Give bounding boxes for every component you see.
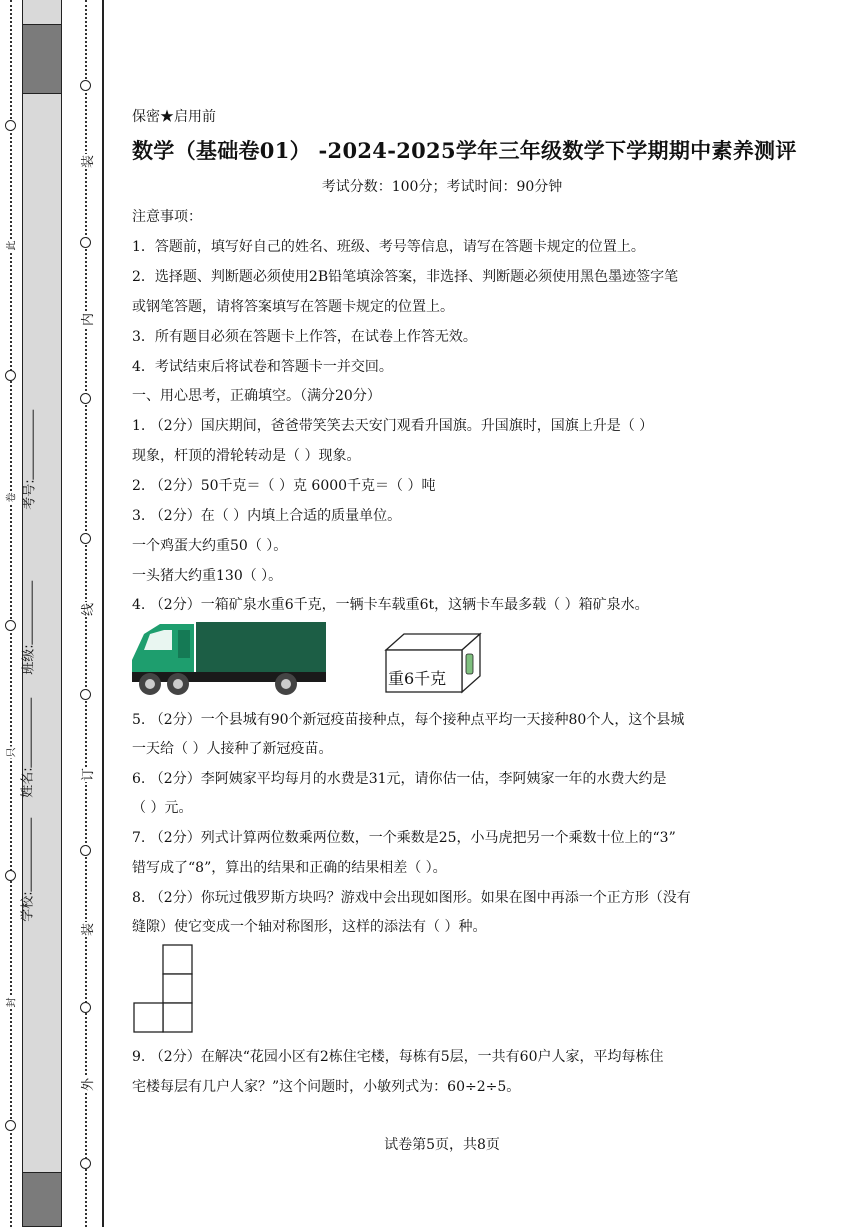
binding-label: 内 (77, 312, 96, 327)
question-line: 缝隙）使它变成一个轴对称图形，这样的添法有（ ）种。 (132, 919, 487, 935)
notice-item: 或钢笔答题，请将答案填写在答题卡规定的位置上。 (132, 299, 454, 315)
exam-number-field[interactable]: 考号: (19, 409, 38, 509)
binding-label: 装 (77, 922, 96, 937)
tetris-shape (132, 944, 194, 1034)
question-line: 错写成了“8”，算出的结果和正确的结果相差（ ）。 (132, 860, 447, 876)
circle-icon (80, 393, 91, 404)
name-field[interactable]: 姓名: (17, 697, 36, 797)
question-line: 现象，杆顶的滑轮转动是（ ）现象。 (132, 448, 361, 464)
notice-item: 2．选择题、判断题必须使用2B铅笔填涂答案，非选择、判断题必须使用黑色墨迹签字笔 (132, 269, 679, 285)
circle-icon (80, 1158, 91, 1169)
question-line: （ ）元。 (132, 800, 193, 816)
outer-label: 封 (3, 997, 18, 1009)
circle-icon (80, 845, 91, 856)
circle-icon (80, 1002, 91, 1013)
question-line: 3. （2分）在（ ）内填上合适的质量单位。 (132, 508, 402, 524)
dark-block-top (22, 24, 62, 94)
question-line: 6. （2分）李阿姨家平均每月的水费是31元，请你估一估，李阿姨家一年的水费大约是 (132, 771, 667, 787)
outer-label: 此 (3, 240, 18, 252)
circle-icon (80, 689, 91, 700)
question-line: 宅楼每层有几户人家？”这个问题时，小敏列式为：60÷2÷5。 (132, 1079, 521, 1095)
question-line: 7. （2分）列式计算两位数乘两位数，一个乘数是25，小马虎把另一个乘数十位上的“3” (132, 830, 676, 846)
question-line: 8. （2分）你玩过俄罗斯方块吗？游戏中会出现如图形。如果在图中再添一个正方形（没有 (132, 890, 691, 906)
binding-label: 装 (77, 154, 96, 169)
box-label: 重6千克 (388, 669, 447, 688)
outer-dotted-line (10, 0, 12, 1227)
truck-cargo (196, 622, 326, 676)
circle-icon (5, 370, 16, 381)
question-line: 5. （2分）一个县城有90个新冠疫苗接种点，每个接种点平均一天接种80个人，这个县城 (132, 712, 685, 728)
notice-heading: 注意事项： (132, 209, 202, 225)
binding-label: 线 (77, 602, 96, 617)
truck-illustration (130, 620, 330, 698)
question-line: 1. （2分）国庆期间，爸爸带笑笑去天安门观看升国旗。升国旗时，国旗上升是（ ） (132, 418, 654, 434)
circle-icon (80, 80, 91, 91)
question-line: 9. （2分）在解决“花园小区有2栋住宅楼，每栋有5层，一共有60户人家，平均每栋住 (132, 1049, 664, 1065)
circle-icon (5, 120, 16, 131)
question-line: 2. （2分）50千克＝（ ）克 6000千克＝（ ）吨 (132, 478, 436, 494)
page-number: 试卷第5页，共8页 (384, 1137, 500, 1153)
bottle-icon (466, 654, 473, 674)
secret-label: 保密★启用前 (132, 109, 216, 125)
circle-icon (80, 237, 91, 248)
circle-icon (80, 533, 91, 544)
strip-border (102, 0, 104, 1227)
exam-info: 考试分数：100分；考试时间：90分钟 (321, 179, 563, 195)
school-field[interactable]: 学校: (17, 817, 36, 921)
notice-item: 1．答题前，填写好自己的姓名、班级、考号等信息，请写在答题卡规定的位置上。 (132, 239, 645, 255)
question-line: 4. （2分）一箱矿泉水重6千克，一辆卡车载重6t，这辆卡车最多载（ ）箱矿泉水。 (132, 597, 649, 613)
notice-item: 3．所有题目必须在答题卡上作答，在试卷上作答无效。 (132, 329, 477, 345)
question-line: 一天给（ ）人接种了新冠疫苗。 (132, 741, 333, 757)
section-heading: 一、用心思考，正确填空。（满分20分） (132, 388, 381, 404)
outer-label: 只 (3, 747, 18, 759)
class-field[interactable]: 班级: (18, 580, 37, 674)
circle-icon (5, 870, 16, 881)
notice-item: 4．考试结束后将试卷和答题卡一并交回。 (132, 359, 393, 375)
binding-label: 订 (77, 767, 96, 782)
binding-label: 外 (77, 1077, 96, 1092)
question-line: 一头猪大约重130（ ）。 (132, 568, 283, 584)
outer-label: 卷 (3, 492, 18, 504)
circle-icon (5, 1120, 16, 1131)
binding-strip (0, 0, 104, 1227)
dark-block-bottom (22, 1172, 62, 1227)
question-line: 一个鸡蛋大约重50（ ）。 (132, 538, 288, 554)
circle-icon (5, 620, 16, 631)
water-box-illustration (384, 632, 484, 698)
page-title: 数学（基础卷01） -2024-2025学年三年级数学下学期期中素养测评 (132, 138, 797, 163)
